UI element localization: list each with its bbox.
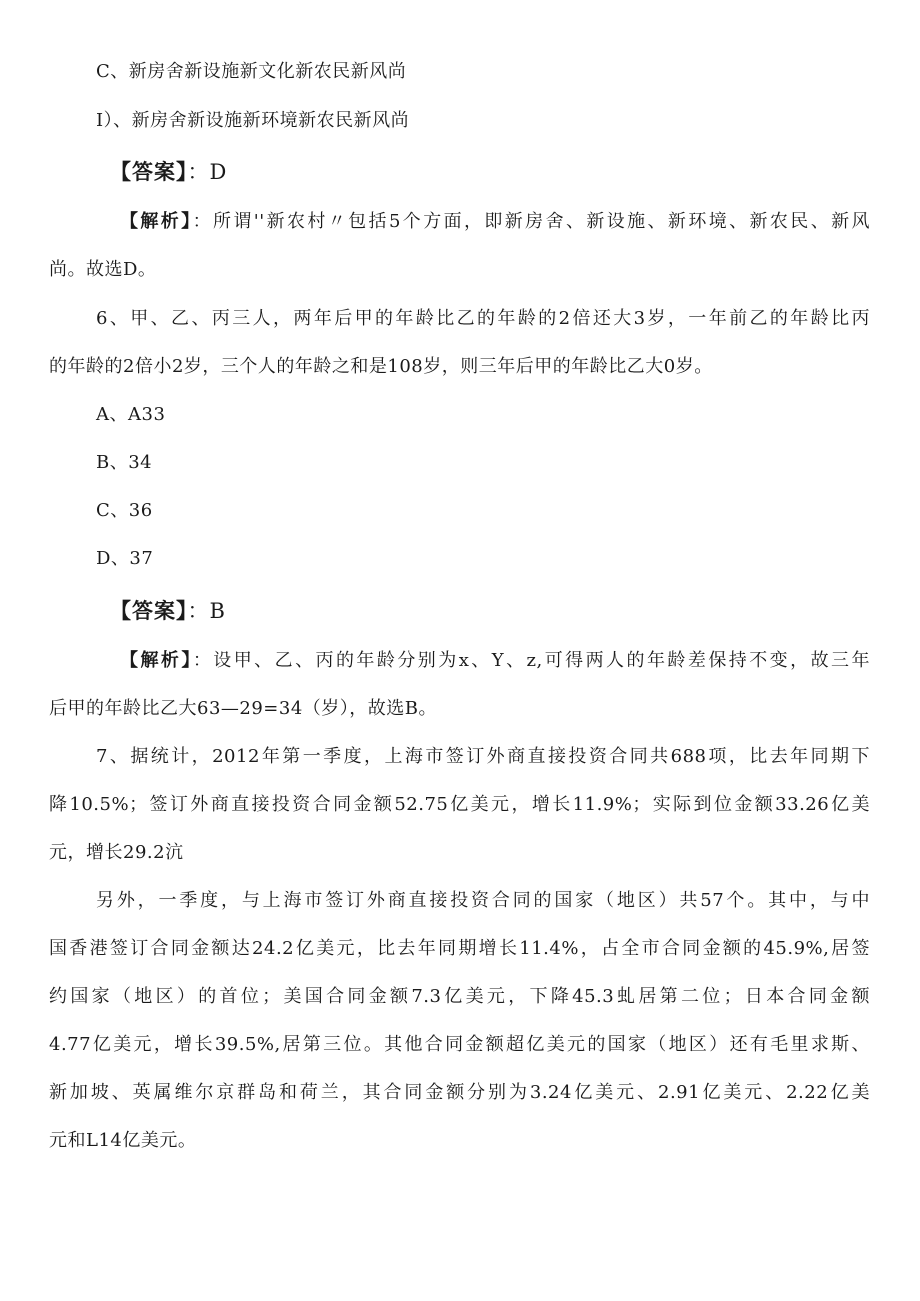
q7-line-3: 元，增长29.2沆 bbox=[49, 842, 184, 863]
q6-analysis-line-2: 后甲的年龄比乙大63—29=34（岁），故选B。 bbox=[49, 698, 438, 719]
answer-label: 【答案】 bbox=[110, 599, 188, 623]
q6-option-d: D、37 bbox=[96, 548, 154, 569]
q5-analysis-line-2: 尚。故选D。 bbox=[49, 259, 157, 280]
q7-para2-line-1: 另外，一季度，与上海市签订外商直接投资合同的国家（地区）共57个。其中，与中 bbox=[96, 890, 870, 911]
answer-value: ：B bbox=[187, 599, 226, 623]
q5-option-c: C、新房舍新设施新文化新农民新风尚 bbox=[96, 61, 407, 82]
analysis-text: ：设甲、乙、丙的年龄分别为x、Y、z,可得两人的年龄差保持不变，故三年 bbox=[192, 650, 870, 671]
analysis-label: 【解析】 bbox=[120, 211, 193, 232]
q6-option-c: C、36 bbox=[96, 500, 153, 521]
q6-stem-line-2: 的年龄的2倍小2岁，三个人的年龄之和是108岁，则三年后甲的年龄比乙大0岁。 bbox=[49, 356, 713, 377]
q7-para2-line-4: 4.77亿美元，增长39.5%,居第三位。其他合同金额超亿美元的国家（地区）还有毛里求斯、 bbox=[49, 1034, 870, 1055]
q5-option-d: I）、新房舍新设施新环境新农民新风尚 bbox=[96, 110, 410, 131]
q5-analysis-line-1 bbox=[120, 210, 870, 234]
q7-para2-line-3: 约国家（地区）的首位；美国合同金额7.3亿美元，下降45.3虬居第二位；日本合同金额 bbox=[49, 986, 870, 1007]
q5-answer bbox=[110, 158, 227, 186]
q7-line-1: 7、据统计，2012年第一季度，上海市签订外商直接投资合同共688项，比去年同期下 bbox=[96, 746, 870, 767]
answer-label: 【答案】 bbox=[110, 160, 188, 184]
analysis-text: ：所谓''新农村〃包括5个方面，即新房舍、新设施、新环境、新农民、新风 bbox=[192, 211, 870, 232]
q6-option-b: B、34 bbox=[96, 452, 153, 473]
q6-option-a: A、A33 bbox=[96, 404, 166, 425]
answer-value: ：D bbox=[187, 160, 228, 184]
q7-para2-line-6: 元和L14亿美元。 bbox=[49, 1130, 197, 1151]
q7-para2-line-5: 新加坡、英属维尔京群岛和荷兰，其合同金额分别为3.24亿美元、2.91亿美元、2.22亿美 bbox=[49, 1082, 870, 1103]
q6-answer bbox=[110, 597, 226, 625]
q7-line-2: 降10.5%；签订外商直接投资合同金额52.75亿美元，增长11.9%；实际到位金额33.26亿美 bbox=[49, 794, 870, 815]
q6-stem-line-1: 6、甲、乙、丙三人，两年后甲的年龄比乙的年龄的2倍还大3岁，一年前乙的年龄比丙 bbox=[96, 308, 870, 329]
q7-para2-line-2: 国香港签订合同金额达24.2亿美元，比去年同期增长11.4%，占全市合同金额的45.9%,居签 bbox=[49, 938, 870, 959]
q6-analysis-line-1 bbox=[120, 649, 870, 673]
analysis-label: 【解析】 bbox=[120, 650, 193, 671]
